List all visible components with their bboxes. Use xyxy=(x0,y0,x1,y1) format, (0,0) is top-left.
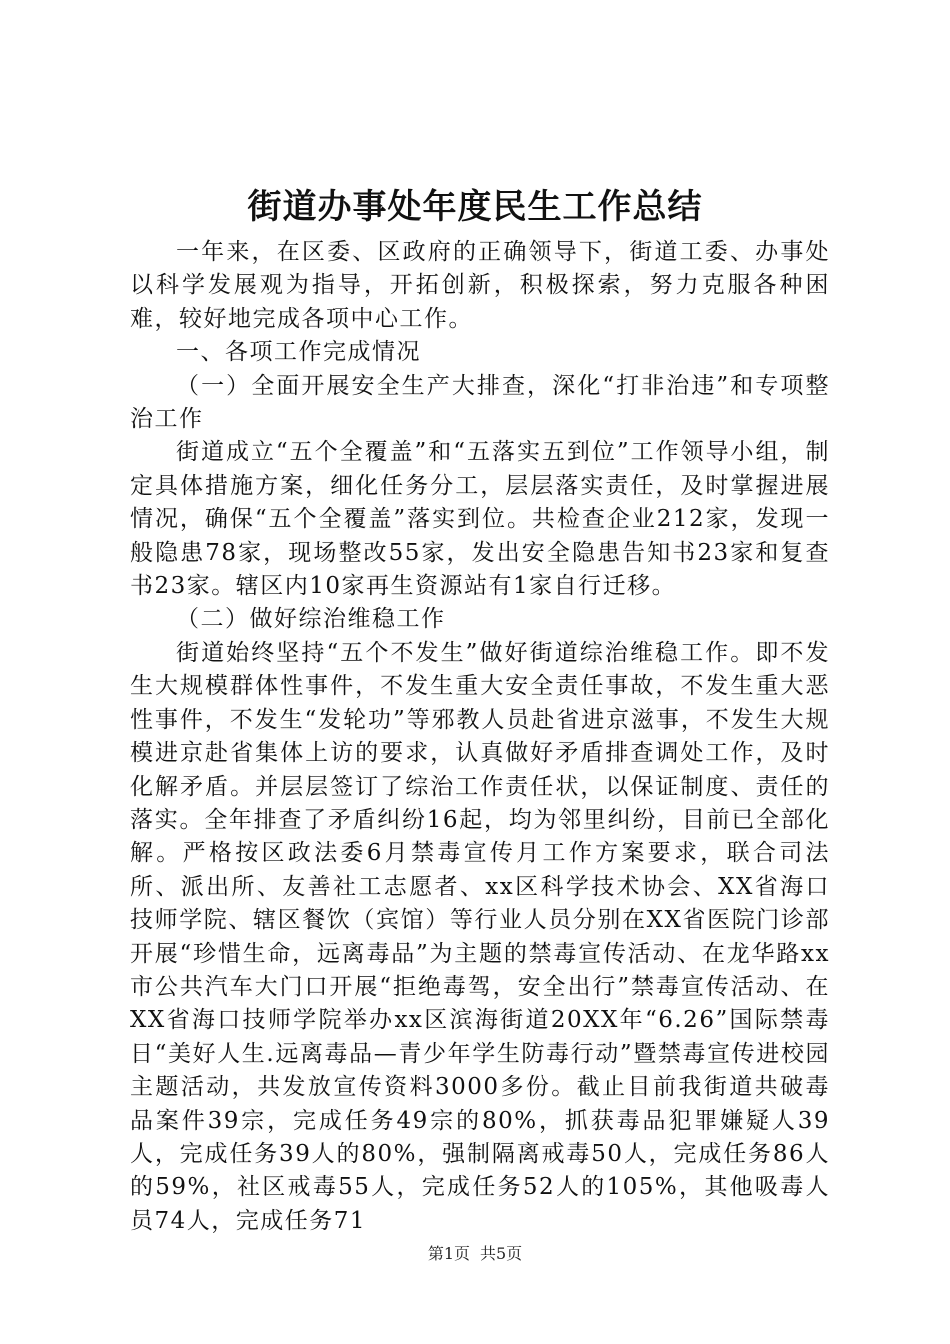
page-number: 第1页 xyxy=(427,1244,470,1263)
subsection-heading-2: （二）做好综治维稳工作 xyxy=(176,606,446,633)
page-total: 共5页 xyxy=(480,1244,523,1263)
intro-paragraph: 一年来，在区委、区政府的正确领导下，街道工委、办事处以科学发展观为指导，开拓创新，积极探索，努力克服各种困难，较好地完成各项中心工作。 xyxy=(130,239,830,332)
page-footer xyxy=(0,1244,950,1264)
document-body xyxy=(130,236,830,1238)
safety-paragraph: 街道成立“五个全覆盖”和“五落实五到位”工作领导小组，制定具体措施方案，细化任务分工，层层落实责任，及时掌握进展情况，确保“五个全覆盖”落实到位。共检查企业212家，发现一般隐患78家，现场整改55家，发出安全隐患告知书23家和复查书23家。辖区内10家再生资源站有1家自行迁移。 xyxy=(130,439,830,600)
section-heading: 一、各项工作完成情况 xyxy=(176,339,421,366)
document-title: 街道办事处年度民生工作总结 xyxy=(247,187,703,227)
stability-paragraph: 街道始终坚持“五个不发生”做好街道综治维稳工作。即不发生大规模群体性事件，不发生重大安全责任事故，不发生重大恶性事件，不发生“发轮功”等邪教人员赴省进京滋事，不发生大规模进京赴省集体上访的要求，认真做好矛盾排查调处工作，及时化解矛盾。并层层签订了综治工作责任状，以保证制度、责任的落实。全年排查了矛盾纠纷16起，均为邻里纠纷，目前已全部化解。严格按区政法委6月禁毒宣传月工作方案要求，联合司法所、派出所、友善社工志愿者、xx区科学技术协会、XX省海口技师学院、辖区餐饮（宾馆）等行业人员分别在XX省医院门诊部开展“珍惜生命，远离毒品”为主题的禁毒宣传活动、在龙华路xx市公共汽车大门口开展“拒绝毒驾，安全出行”禁毒宣传活动、在XX省海口技师学院举办xx区滨海街道20XX年“6.26”国际禁毒日“美好人生.远离毒品—青少年学生防毒行动”暨禁毒宣传进校园主题活动，共发放宣传资料3000多份。截止目前我街道共破毒品案件39宗，完成任务49宗的80%，抓获毒品犯罪嫌疑人39人，完成任务39人的80%，强制隔离戒毒50人，完成任务86人的59%，社区戒毒55人，完成任务52人的105%，其他吸毒人员74人，完成任务71 xyxy=(130,639,830,1234)
subsection-heading-1: （一）全面开展安全生产大排查，深化“打非治违”和专项整治工作 xyxy=(130,372,830,433)
